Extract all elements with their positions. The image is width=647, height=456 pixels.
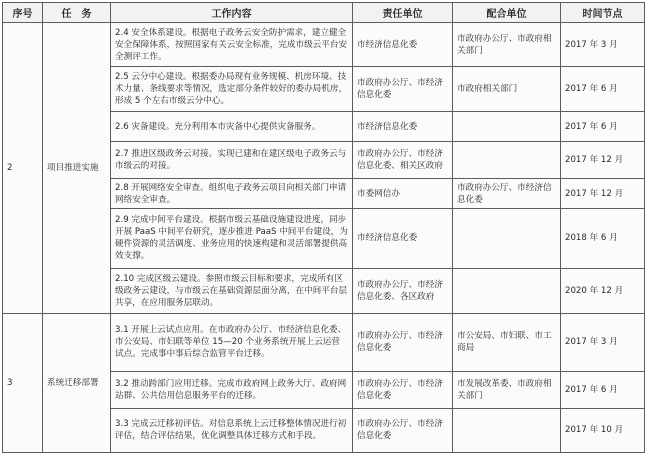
row-responsible: 市经济信息化委 (353, 23, 453, 67)
row-cooperating: 市发展改革委、市政府相关部门 (453, 371, 561, 408)
row-content: 2.7 推进区级政务云对接。实现已建和在建区级电子政务云与市级云的对接。 (111, 142, 353, 179)
row-responsible: 市经济信息化委 (353, 112, 453, 142)
row-responsible: 市政府办公厅、市经济信息化委 (353, 313, 453, 371)
table-header-row (3, 3, 645, 23)
row-content: 2.10 完成区级云建设。参照市级云目标和要求，完成所有区级政务云建设，与市级云在基础资源层面分离，在中间平台层共享，在应用服务层联动。 (111, 268, 353, 313)
row-time: 2017 年 6 月 (561, 371, 645, 408)
row-time: 2017 年 3 月 (561, 313, 645, 371)
row-cooperating: 市政府办公厅、市经济信息化委 (453, 179, 561, 209)
row-content: 3.3 完成云迁移初评估。对信息系统上云迁移整体情况进行初评估，结合评估结果，优化调整具体迁移方式和手段。 (111, 408, 353, 452)
header-responsible: 责任单位 (353, 3, 453, 23)
group-task: 系统迁移部署 (43, 313, 111, 452)
row-responsible: 市经济信息化委 (353, 209, 453, 268)
row-time: 2017 年 6 月 (561, 67, 645, 112)
group-seq: 3 (3, 313, 43, 452)
row-time: 2017 年 12 月 (561, 142, 645, 179)
row-responsible: 市政府办公厅、市经济信息化委 (353, 371, 453, 408)
group-task: 项目推进实施 (43, 23, 111, 314)
row-responsible: 市政府办公厅、市经济信息化委、各区政府 (353, 268, 453, 313)
work-plan-table (2, 2, 645, 453)
row-content: 2.5 云分中心建设。根据委办局现有业务规模、机房环境、技术力量、条线要求等情况，选定部分条件较好的委办局机房，形成 5 个左右市级云分中心。 (111, 67, 353, 112)
row-time: 2017 年 10 月 (561, 408, 645, 452)
row-cooperating (453, 142, 561, 179)
row-time: 2018 年 6 月 (561, 209, 645, 268)
row-responsible: 市委网信办 (353, 179, 453, 209)
header-time: 时间节点 (561, 3, 645, 23)
row-cooperating: 市公安局、市妇联、市工商局 (453, 313, 561, 371)
row-content: 2.8 开展网络安全审查。组织电子政务云项目向相关部门申请网络安全审查。 (111, 179, 353, 209)
header-content: 工作内容 (111, 3, 353, 23)
row-cooperating (453, 268, 561, 313)
row-time: 2017 年 12 月 (561, 179, 645, 209)
row-responsible: 市政府办公厅、市经济信息化委 (353, 408, 453, 452)
table-row (3, 313, 645, 371)
row-content: 2.6 灾备建设。充分利用本市灾备中心提供灾备服务。 (111, 112, 353, 142)
row-content: 3.2 推动跨部门应用迁移。完成市政府网上政务大厅、政府网站群、公共信用信息服务平台的迁移。 (111, 371, 353, 408)
row-cooperating: 市政府相关部门 (453, 67, 561, 112)
row-cooperating: 市政府办公厅、市政府相关部门 (453, 23, 561, 67)
table-row (3, 23, 645, 67)
row-time: 2020 年 12 月 (561, 268, 645, 313)
row-content: 2.9 完成中间平台建设。根据市级云基础设施建设进度，同步开展 PaaS 中间平台研究，逐步推进 PaaS 中间平台建设，为硬件资源的灵活调度、业务应用的快速构建和灵活部署提供高效支撑。 (111, 209, 353, 268)
header-task: 任 务 (43, 3, 111, 23)
row-responsible: 市政府办公厅、市经济信息化委 (353, 67, 453, 112)
row-content: 2.4 安全体系建设。根据电子政务云安全防护需求，建立健全安全保障体系，按照国家有关云安全标准，完成市级云平台安全测评工作。 (111, 23, 353, 67)
group-seq: 2 (3, 23, 43, 314)
row-time: 2017 年 6 月 (561, 112, 645, 142)
row-cooperating (453, 408, 561, 452)
row-responsible: 市政府办公厅、市经济信息化委、相关区政府 (353, 142, 453, 179)
row-time: 2017 年 3 月 (561, 23, 645, 67)
row-cooperating (453, 112, 561, 142)
row-cooperating (453, 209, 561, 268)
header-seq: 序号 (3, 3, 43, 23)
header-cooperating: 配合单位 (453, 3, 561, 23)
row-content: 3.1 开展上云试点应用。在市政府办公厅、市经济信息化委、市公安局、市妇联等单位 15—20 个业务系统开展上云运营试点。完成事中事后综合监管平台迁移。 (111, 313, 353, 371)
document-page (2, 2, 644, 453)
